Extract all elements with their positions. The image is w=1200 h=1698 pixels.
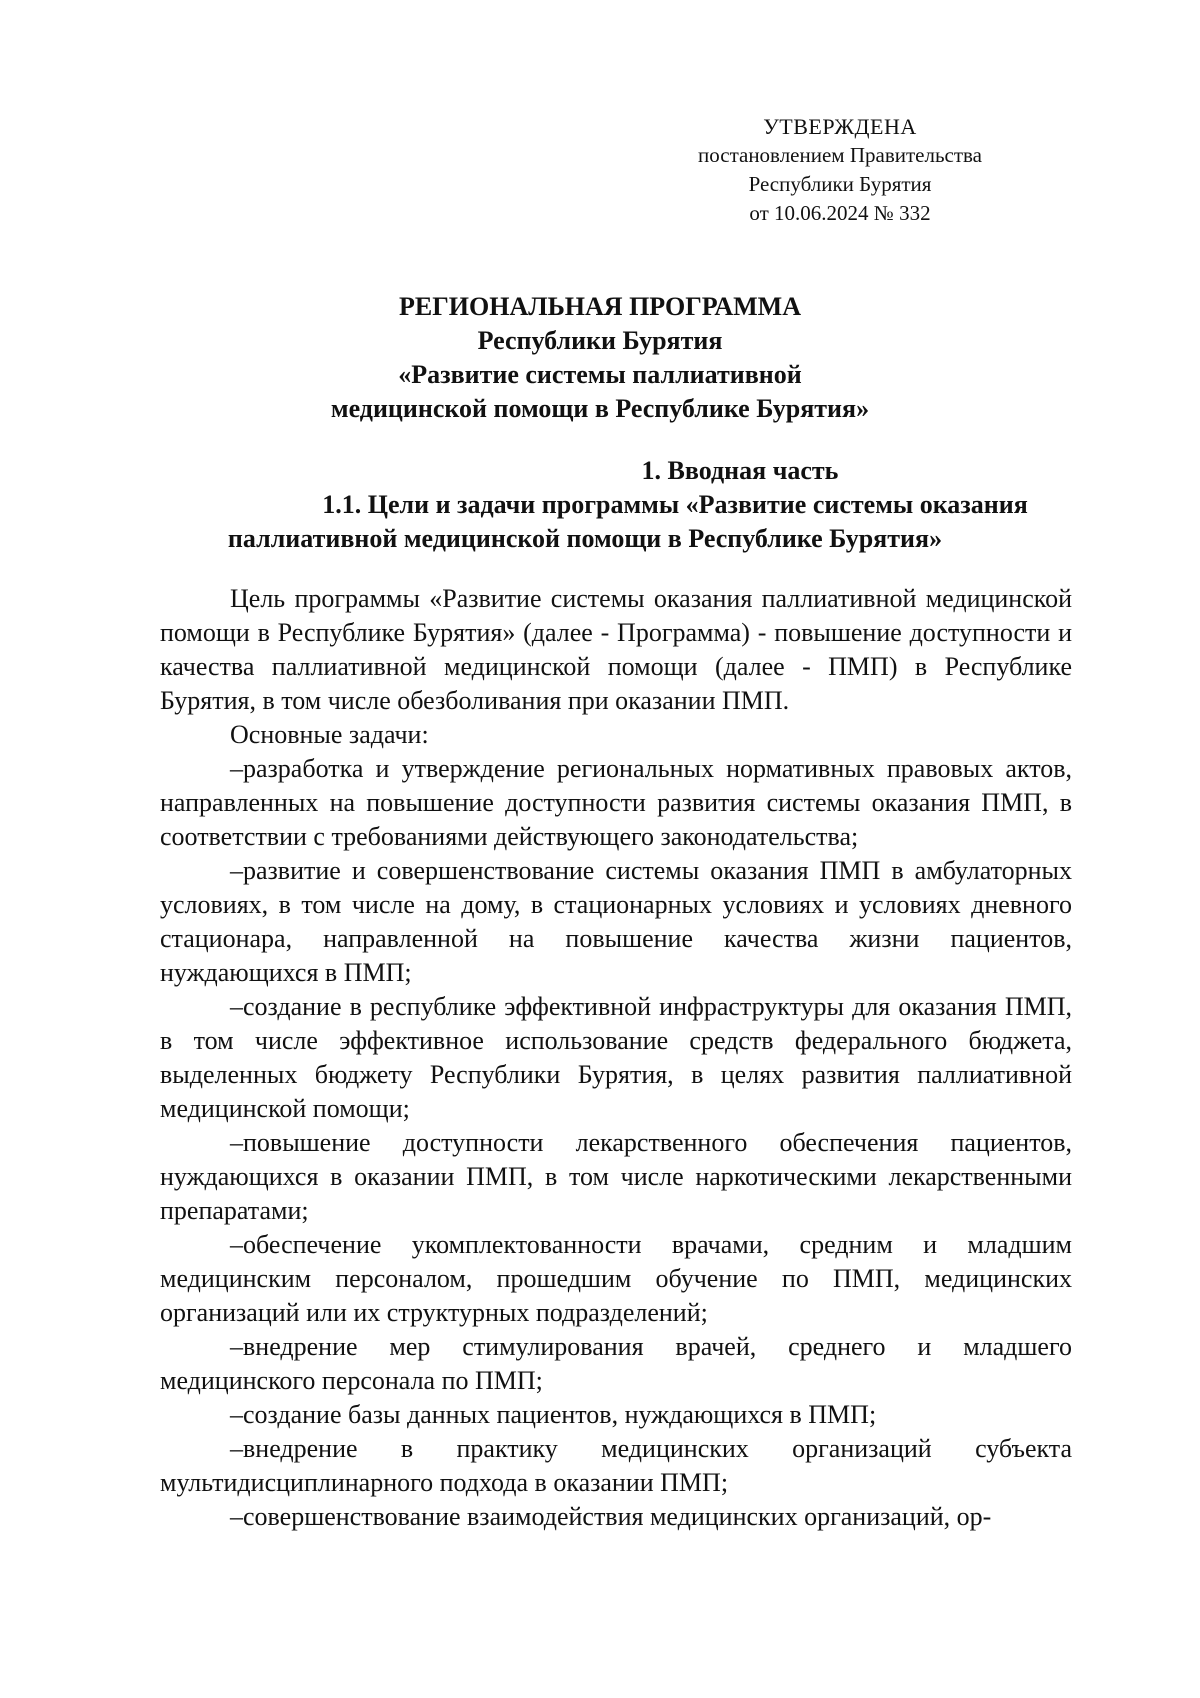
task-item: –повышение доступности лекарственного обеспечения пациентов, нуждающихся в оказании ПМП, в том числе наркотическими лекарственными препаратами;	[160, 1128, 1072, 1225]
approval-date: от 10.06.2024 № 332	[749, 201, 931, 225]
section-heading-block	[200, 454, 1080, 556]
title-line: «Развитие системы паллиативной	[398, 360, 802, 389]
subsection-heading: 1.1. Цели и задачи программы «Развитие системы оказания	[322, 490, 1028, 519]
approval-heading: УТВЕРЖДЕНА	[763, 114, 917, 139]
task-item: –создание в республике эффективной инфраструктуры для оказания ПМП, в том числе эффективное использование средств федерального бюджета, выделенных бюджету Республики Бурятия, в целях развития паллиативной медицинской помощи;	[160, 992, 1072, 1123]
task-item: –создание базы данных пациентов, нуждающихся в ПМП;	[230, 1400, 877, 1429]
task-item: –разработка и утверждение региональных нормативных правовых актов, направленных на повышение доступности развития системы оказания ПМП, в соответствии с требованиями действующего законодательства;	[160, 754, 1072, 851]
section-heading: 1. Вводная часть	[641, 456, 839, 485]
body-text	[160, 582, 1072, 1534]
title-line: РЕГИОНАЛЬНАЯ ПРОГРАММА	[399, 292, 801, 321]
paragraph-goal: Цель программы «Развитие системы оказания паллиативной медицинской помощи в Республике Бурятия» (далее - Программа) - повышение доступности и качества паллиативной медицинской помощи (далее - ПМП) в Республике Бурятия, в том числе обезболивания при оказании ПМП.	[160, 584, 1072, 715]
task-item: –совершенствование взаимодействия медицинских организаций, ор-	[230, 1502, 992, 1531]
approval-stamp	[660, 112, 1020, 228]
task-item: –внедрение мер стимулирования врачей, среднего и младшего медицинского персонала по ПМП;	[160, 1332, 1072, 1395]
paragraph-tasks-label: Основные задачи:	[230, 720, 429, 749]
task-item: –развитие и совершенствование системы оказания ПМП в амбулаторных условиях, в том числе на дому, в стационарных условиях и условиях дневного стационара, направленной на повышение качества жизни пациентов, нуждающихся в ПМП;	[160, 856, 1072, 987]
title-line: Республики Бурятия	[477, 326, 723, 355]
document-title	[160, 290, 1040, 426]
approval-line: Республики Бурятия	[748, 172, 932, 196]
task-item: –внедрение в практику медицинских организаций субъекта мультидисциплинарного подхода в оказании ПМП;	[160, 1434, 1072, 1497]
task-item: –обеспечение укомплектованности врачами, средним и младшим медицинским персоналом, прошедшим обучение по ПМП, медицинских организаций или их структурных подразделений;	[160, 1230, 1072, 1327]
approval-line: постановлением Правительства	[697, 143, 982, 167]
subsection-heading: паллиативной медицинской помощи в Республике Бурятия»	[227, 524, 943, 553]
title-line: медицинской помощи в Республике Бурятия»	[330, 394, 870, 423]
